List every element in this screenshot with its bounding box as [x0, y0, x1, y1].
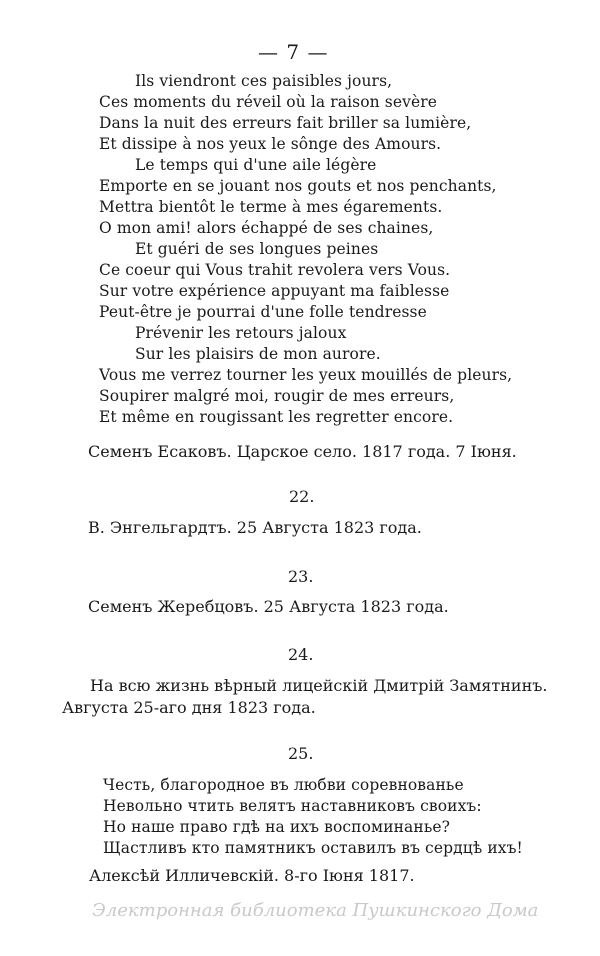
poem-line: Честь, благородное въ любви соревнованье — [103, 776, 464, 794]
poem-line: Peut-être je pourrai d'une folle tendresse — [99, 303, 427, 321]
poem-line: Но наше право гдѣ на ихъ воспоминанье? — [103, 818, 451, 836]
poem-line: Sur les plaisirs de mon aurore. — [135, 345, 381, 363]
poem-line: Ce coeur qui Vous trahit revolera vers Vous. — [99, 261, 451, 279]
entry-number: 22. — [289, 487, 315, 506]
poem-line: Щастливъ кто памятникъ оставилъ въ сердцѣ ихъ! — [103, 839, 523, 857]
poem-line: Vous me verrez tourner les yeux mouillés de pleurs, — [99, 366, 513, 384]
poem-line: Невольно чтить велятъ наставниковъ своихъ: — [103, 797, 482, 815]
poem-line: Prévenir les retours jaloux — [135, 324, 347, 342]
poem-line: Mettra bientôt le terme à mes égarements. — [99, 198, 443, 216]
entry-number: 23. — [288, 567, 314, 586]
poem-line: Ils viendront ces paisibles jours, — [135, 72, 393, 90]
entry-text: На всю жизнь вѣрный лицейскій Дмитрій Замятнинъ. — [90, 676, 548, 695]
entry-text: Семенъ Жеребцовъ. 25 Августа 1823 года. — [88, 597, 449, 616]
signature-esakov: Семенъ Есаковъ. Царское село. 1817 года. 7 Іюня. — [88, 442, 517, 461]
poem-line: Emporte en se jouant nos gouts et nos penchants, — [99, 177, 497, 195]
poem-line: Et même en rougissant les regretter encore. — [99, 408, 454, 426]
poem-line: Et guéri de ses longues peines — [135, 240, 379, 258]
signature-illichevsky: Алексѣй Илличевскій. 8-го Іюня 1817. — [89, 866, 415, 885]
entry-text: Августа 25-аго дня 1823 года. — [62, 698, 316, 717]
library-watermark: Электронная библиотека Пушкинского Дома — [92, 900, 539, 921]
entry-number: 24. — [288, 645, 314, 664]
poem-line: O mon ami! alors échappé de ses chaines, — [99, 219, 434, 237]
poem-line: Le temps qui d'une aile légère — [135, 156, 377, 174]
poem-line: Ces moments du réveil où la raison sevère — [99, 93, 438, 111]
poem-line: Soupirer malgré moi, rougir de mes erreurs, — [99, 387, 455, 405]
entry-text: В. Энгельгардтъ. 25 Августа 1823 года. — [88, 518, 422, 537]
poem-line: Sur votre expérience appuyant ma faiblesse — [99, 282, 450, 300]
poem-line: Dans la nuit des erreurs fait briller sa lumière, — [99, 114, 472, 132]
entry-number: 25. — [288, 744, 314, 763]
page-number: — 7 — — [258, 40, 329, 64]
poem-line: Et dissipe à nos yeux le sônge des Amours. — [99, 135, 442, 153]
